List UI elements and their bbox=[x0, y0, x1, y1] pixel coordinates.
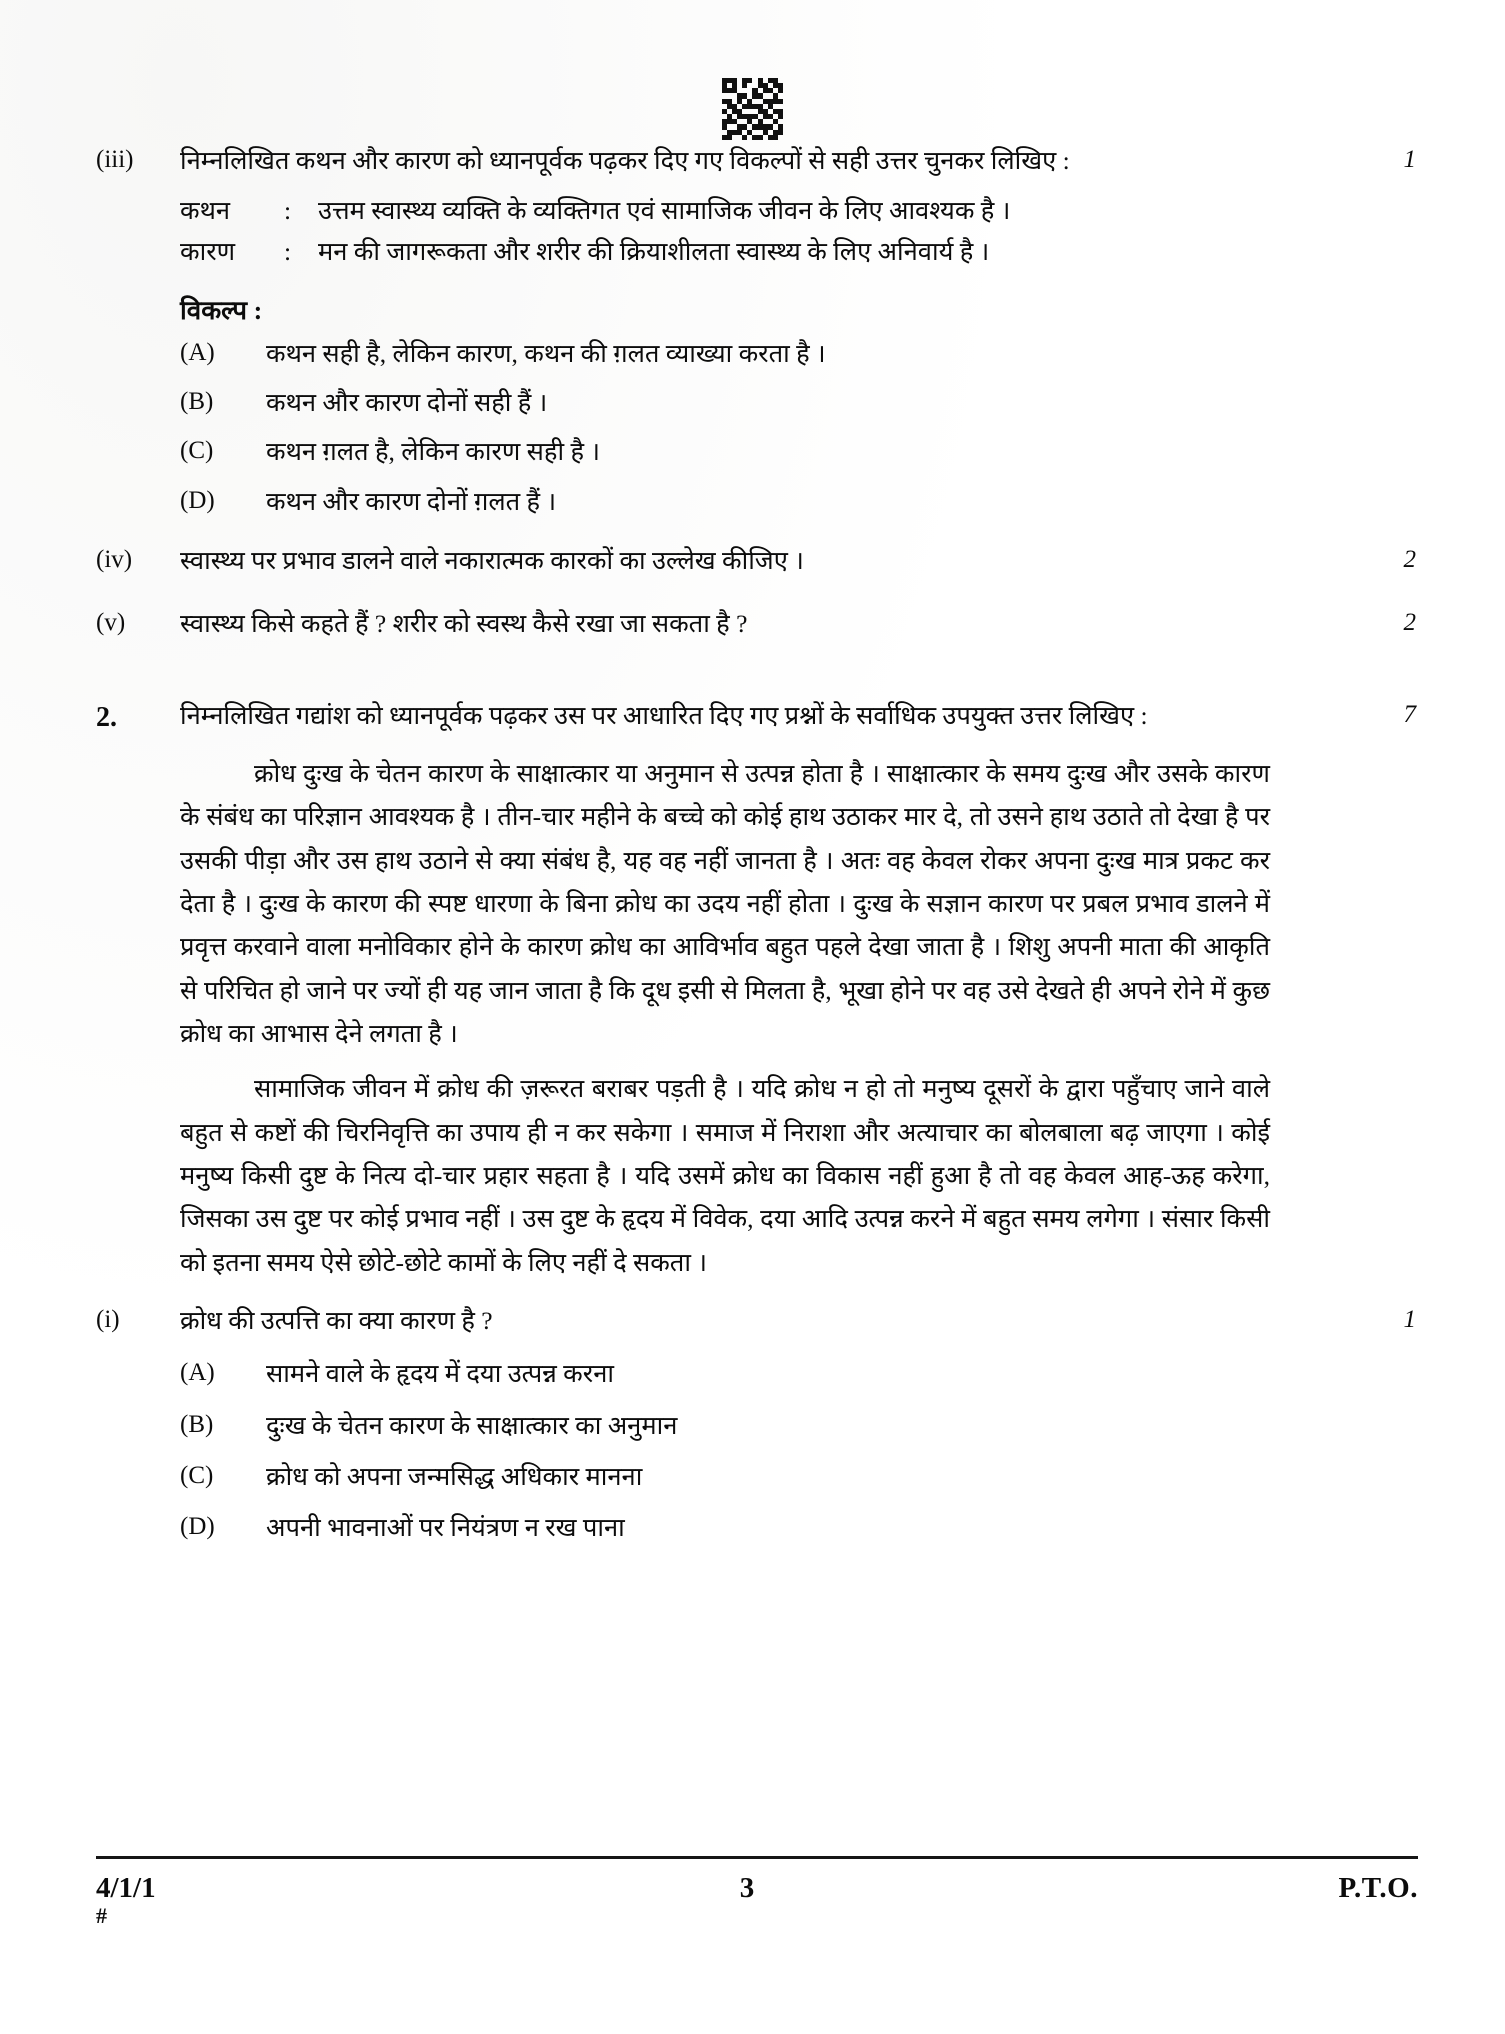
option-text-d: कथन और कारण दोनों ग़लत हैं । bbox=[266, 486, 557, 516]
reason-colon: : bbox=[284, 237, 292, 267]
passage-container bbox=[96, 752, 1274, 1284]
q2-option-label-a: (A) bbox=[180, 1359, 215, 1387]
q2-option-label-d: (D) bbox=[180, 1513, 215, 1541]
assertion-colon: : bbox=[284, 196, 292, 226]
marks-2: 7 bbox=[1403, 700, 1416, 728]
q2-option-text-d: अपनी भावनाओं पर नियंत्रण न रख पाना bbox=[266, 1513, 625, 1543]
reason-text: मन की जागरूकता और शरीर की क्रियाशीलता स्वास्थ्य के लिए अनिवार्य है । bbox=[318, 237, 990, 267]
paper-code: 4/1/1 bbox=[96, 1872, 156, 1904]
question-marker-iv: (iv) bbox=[96, 546, 133, 574]
question-1-iv bbox=[96, 540, 1416, 581]
q2-option-row-c[interactable] bbox=[96, 1456, 1416, 1497]
option-row-a[interactable] bbox=[96, 333, 1416, 374]
passage-paragraph-1: क्रोध दुःख के चेतन कारण के साक्षात्कार या अनुमान से उत्पन्न होता है । साक्षात्कार के समय दुःख और उसके कारण के संबंध का परिज्ञान आवश्यक है । तीन-चार महीने के बच्चे को कोई हाथ उठाकर मार दे, तो उसने हाथ उठाते तो देखा है पर उसकी पीड़ा और उस हाथ उठाने से क्या संबंध है, यह वह नहीं जानता है । अतः वह केवल रोकर अपना दुःख मात्र प्रकट कर देता है । दुःख के कारण की स्पष्ट धारणा के बिना क्रोध का उदय नहीं होता । दुःख के सज्ञान कारण पर प्रबल प्रभाव डालने में प्रवृत्त करवाने वाला मनोविकार होने के कारण क्रोध का आविर्भाव बहुत पहले देखा जाता है । शिशु अपनी माता की आकृति से परिचित हो जाने पर ज्यों ही यह जान जाता है कि दूध इसी से मिलता है, भूखा होने पर वह उसे देखते ही अपने रोने में कुछ क्रोध का आभास देने लगता है । bbox=[180, 759, 1270, 1049]
marks-2-i: 1 bbox=[1403, 1306, 1416, 1334]
assertion-label: कथन bbox=[180, 196, 231, 226]
pto-label: P.T.O. bbox=[1338, 1872, 1418, 1904]
q2-option-text-a: सामने वाले के हृदय में दया उत्पन्न करना bbox=[266, 1359, 614, 1389]
option-text-a: कथन सही है, लेकिन कारण, कथन की ग़लत व्याख्या करता है । bbox=[266, 338, 826, 368]
q2-option-text-c: क्रोध को अपना जन्मसिद्ध अधिकार मानना bbox=[266, 1462, 643, 1492]
marks-1-v: 2 bbox=[1403, 609, 1416, 637]
passage-paragraph-2: सामाजिक जीवन में क्रोध की ज़रूरत बराबर पड़ती है । यदि क्रोध न हो तो मनुष्य दूसरों के द्वारा पहुँचाए जाने वाले बहुत से कष्टों की चिरनिवृत्ति का उपाय ही न कर सकेगा । समाज में निराशा और अत्याचार का बोलबाला बढ़ जाएगा । कोई मनुष्य किसी दुष्ट के नित्य दो-चार प्रहार सहता है । यदि उसमें क्रोध का विकास नहीं हुआ है तो वह केवल आह-ऊह करेगा, जिसका उस दुष्ट पर कोई प्रभाव नहीं । उस दुष्ट के हृदय में विवेक, दया आदि उत्पन्न करने में बहुत समय लगेगा । संसार किसी को इतना समय ऐसे छोटे-छोटे कामों के लिए नहीं दे सकता । bbox=[180, 1074, 1270, 1277]
question-2-marker-i: (i) bbox=[96, 1306, 120, 1334]
option-label-c: (C) bbox=[180, 437, 214, 465]
page-number: 3 bbox=[739, 1872, 755, 1904]
q2-option-row-a[interactable] bbox=[96, 1353, 1416, 1394]
paper-code-wrap bbox=[96, 1872, 156, 1929]
reason-label: कारण bbox=[180, 237, 236, 267]
option-row-d[interactable] bbox=[96, 481, 1416, 522]
question-1-iii bbox=[96, 140, 1416, 181]
options-heading-wrap bbox=[96, 291, 1416, 327]
options-heading: विकल्प : bbox=[180, 295, 263, 325]
question-1-iii-text: निम्नलिखित कथन और कारण को ध्यानपूर्वक पढ़कर दिए गए विकल्पों से सही उत्तर चुनकर लिखिए : bbox=[180, 146, 1070, 175]
option-row-b[interactable] bbox=[96, 382, 1416, 423]
qr-code-container bbox=[0, 78, 1505, 140]
assertion-text: उत्तम स्वास्थ्य व्यक्ति के व्यक्तिगत एवं सामाजिक जीवन के लिए आवश्यक है । bbox=[318, 196, 1011, 226]
paper-code-hash: # bbox=[96, 1903, 107, 1928]
option-label-d: (D) bbox=[180, 486, 215, 514]
assertion-row bbox=[96, 191, 1416, 232]
option-text-b: कथन और कारण दोनों सही हैं । bbox=[266, 388, 548, 418]
question-1-v-text: स्वास्थ्य किसे कहते हैं ? शरीर को स्वस्थ कैसे रखा जा सकता है ? bbox=[180, 609, 748, 639]
q2-option-label-c: (C) bbox=[180, 1462, 214, 1490]
q2-option-label-b: (B) bbox=[180, 1410, 214, 1438]
question-2-number: 2. bbox=[96, 701, 117, 733]
option-label-a: (A) bbox=[180, 338, 215, 366]
question-2 bbox=[96, 695, 1416, 740]
q2-option-text-b: दुःख के चेतन कारण के साक्षात्कार का अनुमान bbox=[266, 1410, 678, 1440]
option-row-c[interactable] bbox=[96, 431, 1416, 472]
page-content bbox=[96, 140, 1416, 1549]
question-2-i-text: क्रोध की उत्पत्ति का क्या कारण है ? bbox=[180, 1306, 493, 1336]
q2-option-row-b[interactable] bbox=[96, 1405, 1416, 1446]
qr-code bbox=[722, 78, 784, 140]
question-2-instruction: निम्नलिखित गद्यांश को ध्यानपूर्वक पढ़कर उस पर आधारित दिए गए प्रश्नों के सर्वाधिक उपयुक्त उत्तर लिखिए : bbox=[180, 700, 1148, 730]
question-marker-v: (v) bbox=[96, 609, 126, 637]
question-2-i bbox=[96, 1300, 1416, 1341]
footer-divider bbox=[96, 1856, 1418, 1859]
q2-option-row-d[interactable] bbox=[96, 1507, 1416, 1548]
marks-1-iii: 1 bbox=[1403, 146, 1416, 173]
page-footer bbox=[96, 1872, 1418, 1929]
reason-row bbox=[96, 232, 1416, 273]
question-marker-iii: (iii) bbox=[96, 146, 134, 173]
question-1-v bbox=[96, 603, 1416, 644]
marks-1-iv: 2 bbox=[1403, 546, 1416, 574]
option-label-b: (B) bbox=[180, 388, 214, 416]
option-text-c: कथन ग़लत है, लेकिन कारण सही है । bbox=[266, 437, 601, 467]
question-1-iv-text: स्वास्थ्य पर प्रभाव डालने वाले नकारात्मक कारकों का उल्लेख कीजिए । bbox=[180, 546, 804, 576]
